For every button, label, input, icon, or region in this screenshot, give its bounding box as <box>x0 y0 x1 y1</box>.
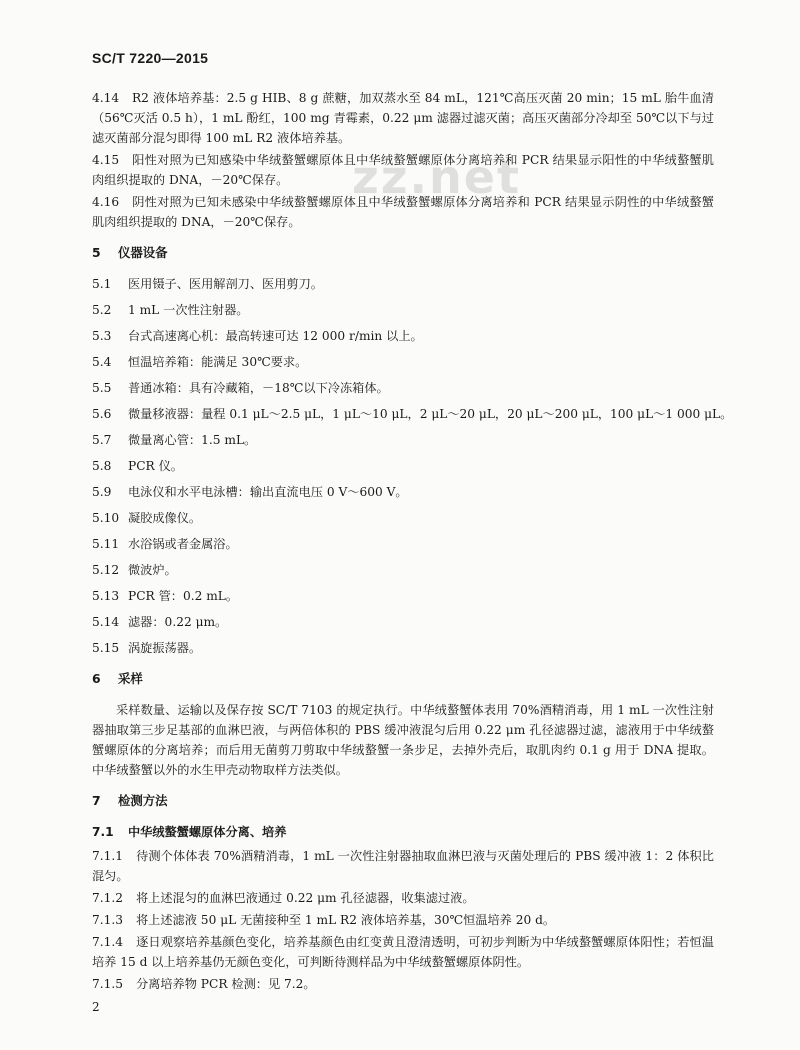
list-item <box>92 300 714 320</box>
item-text: 电泳仪和水平电泳槽：输出直流电压 0 V～600 V。 <box>128 485 408 499</box>
clause-text: 阴性对照为已知未感染中华绒螯蟹螺原体且中华绒螯蟹螺原体分离培养和 PCR 结果显示阴性的中华绒螯蟹肌肉组织提取的 DNA，－20℃保存。 <box>92 195 714 229</box>
list-item <box>92 508 714 528</box>
clause-7-1-3 <box>92 910 714 930</box>
item-text: 医用镊子、医用解剖刀、医用剪刀。 <box>128 277 323 291</box>
item-text: 涡旋振荡器。 <box>128 641 202 655</box>
clause-4-15 <box>92 150 714 190</box>
section-5-heading <box>92 243 714 263</box>
list-item <box>92 482 714 502</box>
item-text: 微量移液器：量程 0.1 μL～2.5 μL，1 μL～10 μL，2 μL～20 μL，20 μL～200 μL，100 μL～1 000 μL。 <box>128 407 733 421</box>
item-text: PCR 仪。 <box>128 459 183 473</box>
subsection-number: 7.1 <box>92 825 114 839</box>
clause-number: 7.1.4 <box>92 935 124 949</box>
item-text: 水浴锅或者金属浴。 <box>128 537 238 551</box>
section-title: 仪器设备 <box>118 245 168 260</box>
sampling-paragraph: 采样数量、运输以及保存按 SC/T 7103 的规定执行。中华绒螯蟹体表用 70%酒精消毒，用 1 mL 一次性注射器抽取第三步足基部的血淋巴液，与两倍体积的 PBS 缓冲液混匀后用 0.22 μm 孔径滤器过滤，滤液用于中华绒螯蟹螺原体的分离培养；而后用无菌剪刀剪取中华绒螯蟹一条步足，去掉外壳后，取肌肉约 0.1 g 用于 DNA 提取。中华绒螯蟹以外的水生甲壳动物取样方法类似。 <box>92 703 714 777</box>
clause-text: 逐日观察培养基颜色变化，培养基颜色由红变黄且澄清透明，可初步判断为中华绒螯蟹螺原体阳性；若恒温培养 15 d 以上培养基仍无颜色变化，可判断待测样品为中华绒螯蟹螺原体阴性。 <box>92 935 714 969</box>
list-item <box>92 430 714 450</box>
item-number: 5.3 <box>92 329 112 343</box>
subsection-title: 中华绒螯蟹螺原体分离、培养 <box>128 825 287 839</box>
section-number: 6 <box>92 671 101 686</box>
item-number: 5.4 <box>92 355 112 369</box>
item-number: 5.11 <box>92 537 120 551</box>
clause-number: 7.1.2 <box>92 891 124 905</box>
clause-number: 7.1.1 <box>92 849 124 863</box>
item-text: 恒温培养箱：能满足 30℃要求。 <box>128 355 308 369</box>
clause-number: 4.15 <box>92 153 120 167</box>
section-title: 检测方法 <box>118 793 168 808</box>
item-text: 1 mL 一次性注射器。 <box>128 303 249 317</box>
list-item <box>92 612 714 632</box>
item-number: 5.5 <box>92 381 112 395</box>
list-item <box>92 534 714 554</box>
clause-7-1-2 <box>92 888 714 908</box>
list-item <box>92 326 714 346</box>
item-number: 5.13 <box>92 589 120 603</box>
list-item <box>92 456 714 476</box>
list-item <box>92 352 714 372</box>
clause-text: R2 液体培养基：2.5 g HIB、8 g 蔗糖，加双蒸水至 84 mL，121℃高压灭菌 20 min；15 mL 胎牛血清（56℃灭活 0.5 h），1 mL 酚红，100 mg 青霉素，0.22 μm 滤器过滤灭菌；高压灭菌部分冷却至 50℃以下与过滤灭菌部分混匀即得 100 mL R2 液体培养基。 <box>92 91 714 145</box>
clause-7-1-5 <box>92 974 714 994</box>
item-text: 微波炉。 <box>128 563 177 577</box>
item-number: 5.9 <box>92 485 112 499</box>
watermark: zz.net <box>352 150 521 204</box>
clause-text: 待测个体体表 70%酒精消毒，1 mL 一次性注射器抽取血淋巴液与灭菌处理后的 PBS 缓冲液 1：2 体积比混匀。 <box>92 849 714 883</box>
clause-text: 将上述混匀的血淋巴液通过 0.22 μm 孔径滤器，收集滤过液。 <box>136 891 475 905</box>
clause-text: 分离培养物 PCR 检测：见 7.2。 <box>136 977 316 991</box>
section-6-heading <box>92 669 714 689</box>
section-number: 7 <box>92 793 101 808</box>
clause-number: 4.16 <box>92 195 120 209</box>
document-body <box>92 88 733 996</box>
list-item <box>92 638 714 658</box>
list-item <box>92 274 714 294</box>
item-number: 5.15 <box>92 641 120 655</box>
item-number: 5.12 <box>92 563 120 577</box>
clause-number: 7.1.3 <box>92 913 124 927</box>
item-text: 滤器：0.22 μm。 <box>128 615 228 629</box>
clause-number: 4.14 <box>92 91 120 105</box>
item-text: 台式高速离心机：最高转速可达 12 000 r/min 以上。 <box>128 329 423 343</box>
item-number: 5.8 <box>92 459 112 473</box>
list-item <box>92 404 733 424</box>
section-number: 5 <box>92 245 101 260</box>
clause-4-14 <box>92 88 714 148</box>
clause-text: 将上述滤液 50 μL 无菌接种至 1 mL R2 液体培养基，30℃恒温培养 20 d。 <box>136 913 556 927</box>
clause-text: 阳性对照为已知感染中华绒螯蟹螺原体且中华绒螯蟹螺原体分离培养和 PCR 结果显示阳性的中华绒螯蟹肌肉组织提取的 DNA，－20℃保存。 <box>92 153 714 187</box>
list-item <box>92 378 714 398</box>
page-number: 2 <box>92 1000 100 1014</box>
item-number: 5.7 <box>92 433 112 447</box>
subsection-7-1-heading <box>92 822 714 842</box>
clause-4-16 <box>92 192 714 232</box>
item-text: 普通冰箱：具有冷藏箱，－18℃以下冷冻箱体。 <box>128 381 389 395</box>
item-text: 凝胶成像仪。 <box>128 511 202 525</box>
item-number: 5.10 <box>92 511 120 525</box>
section-title: 采样 <box>118 671 143 686</box>
item-text: 微量离心管：1.5 mL。 <box>128 433 257 447</box>
list-item <box>92 586 714 606</box>
item-number: 5.14 <box>92 615 120 629</box>
section-7-heading <box>92 791 714 811</box>
item-number: 5.2 <box>92 303 112 317</box>
clause-7-1-1 <box>92 846 714 886</box>
clause-7-1-4 <box>92 932 714 972</box>
item-number: 5.1 <box>92 277 112 291</box>
item-number: 5.6 <box>92 407 112 421</box>
clause-number: 7.1.5 <box>92 977 124 991</box>
standard-code-header: SC/T 7220—2015 <box>92 50 209 66</box>
item-text: PCR 管：0.2 mL。 <box>128 589 239 603</box>
list-item <box>92 560 714 580</box>
